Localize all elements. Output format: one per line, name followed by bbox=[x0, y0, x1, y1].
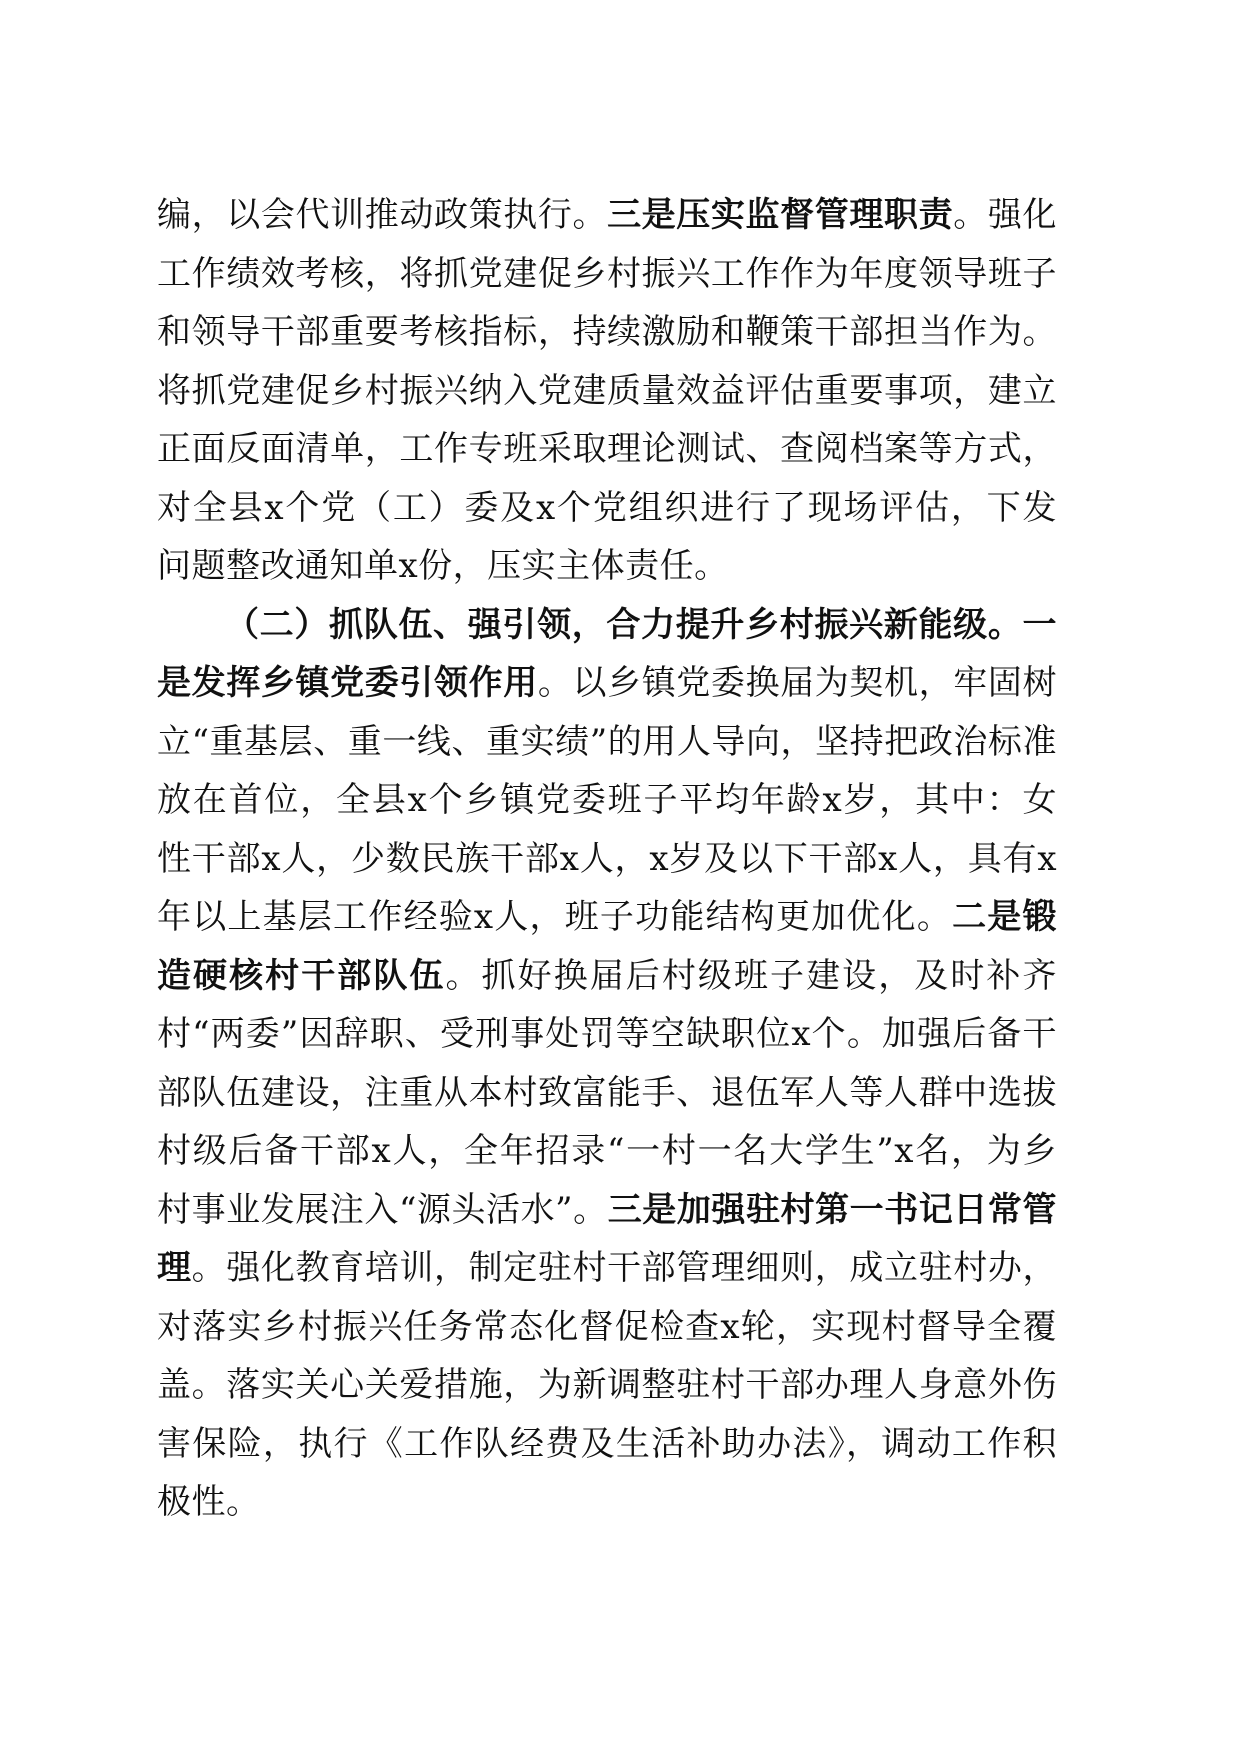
bold-point-title: 三是加强驻村第一书记日常管理 bbox=[157, 1189, 1058, 1288]
bold-point-title: 一是发挥乡镇党委引领作用 bbox=[157, 604, 1057, 703]
bold-point-title: 二是锻造硬核村干部队伍 bbox=[157, 897, 1057, 996]
paragraph-text: 。以乡镇党委换届为契机，牢固树立“重基层、重一线、重实绩”的用人导向，坚持把政治标准放在首位，全县x个乡镇党委班子平均年龄x岁，其中：女性干部x人，少数民族干部x人，x岁及以下干部x人，具有x年以上基层工作经验x人，班子功能结构更加优化。 bbox=[157, 663, 1058, 937]
body-text bbox=[157, 186, 1057, 1532]
section-heading: （二）抓队伍、强引领，合力提升乡村振兴新能级。 bbox=[225, 604, 1023, 645]
bold-point-title: 三是压实监督管理职责 bbox=[607, 195, 954, 235]
paragraph-team-building bbox=[157, 596, 1057, 1532]
paragraph-text: 编，以会代训推动政策执行。 bbox=[157, 195, 608, 235]
paragraph-text: 。抓好换届后村级班子建设，及时补齐村“两委”因辞职、受刑事处罚等空缺职位x个。加强后备干部队伍建设，注重从本村致富能手、退伍军人等人群中选拔村级后备干部x人，全年招录“一村一名大学生”x名，为乡村事业发展注入“源头活水”。 bbox=[157, 955, 1057, 1230]
paragraph-text: 。强化工作绩效考核，将抓党建促乡村振兴工作作为年度领导班子和领导干部重要考核指标，持续激励和鞭策干部担当作为。将抓党建促乡村振兴纳入党建质量效益评估重要事项，建立正面反面清单，工作专班采取理论测试、查阅档案等方式，对全县x个党（工）委及x个党组织进行了现场评估，下发问题整改通知单x份，压实主体责任。 bbox=[157, 195, 1058, 586]
paragraph-supervision bbox=[157, 186, 1057, 596]
paragraph-text: 。强化教育培训，制定驻村干部管理细则，成立驻村办，对落实乡村振兴任务常态化督促检查x轮，实现村督导全覆盖。落实关心关爱措施，为新调整驻村干部办理人身意外伤害保险，执行《工作队经费及生活补助办法》，调动工作积极性。 bbox=[157, 1248, 1058, 1522]
